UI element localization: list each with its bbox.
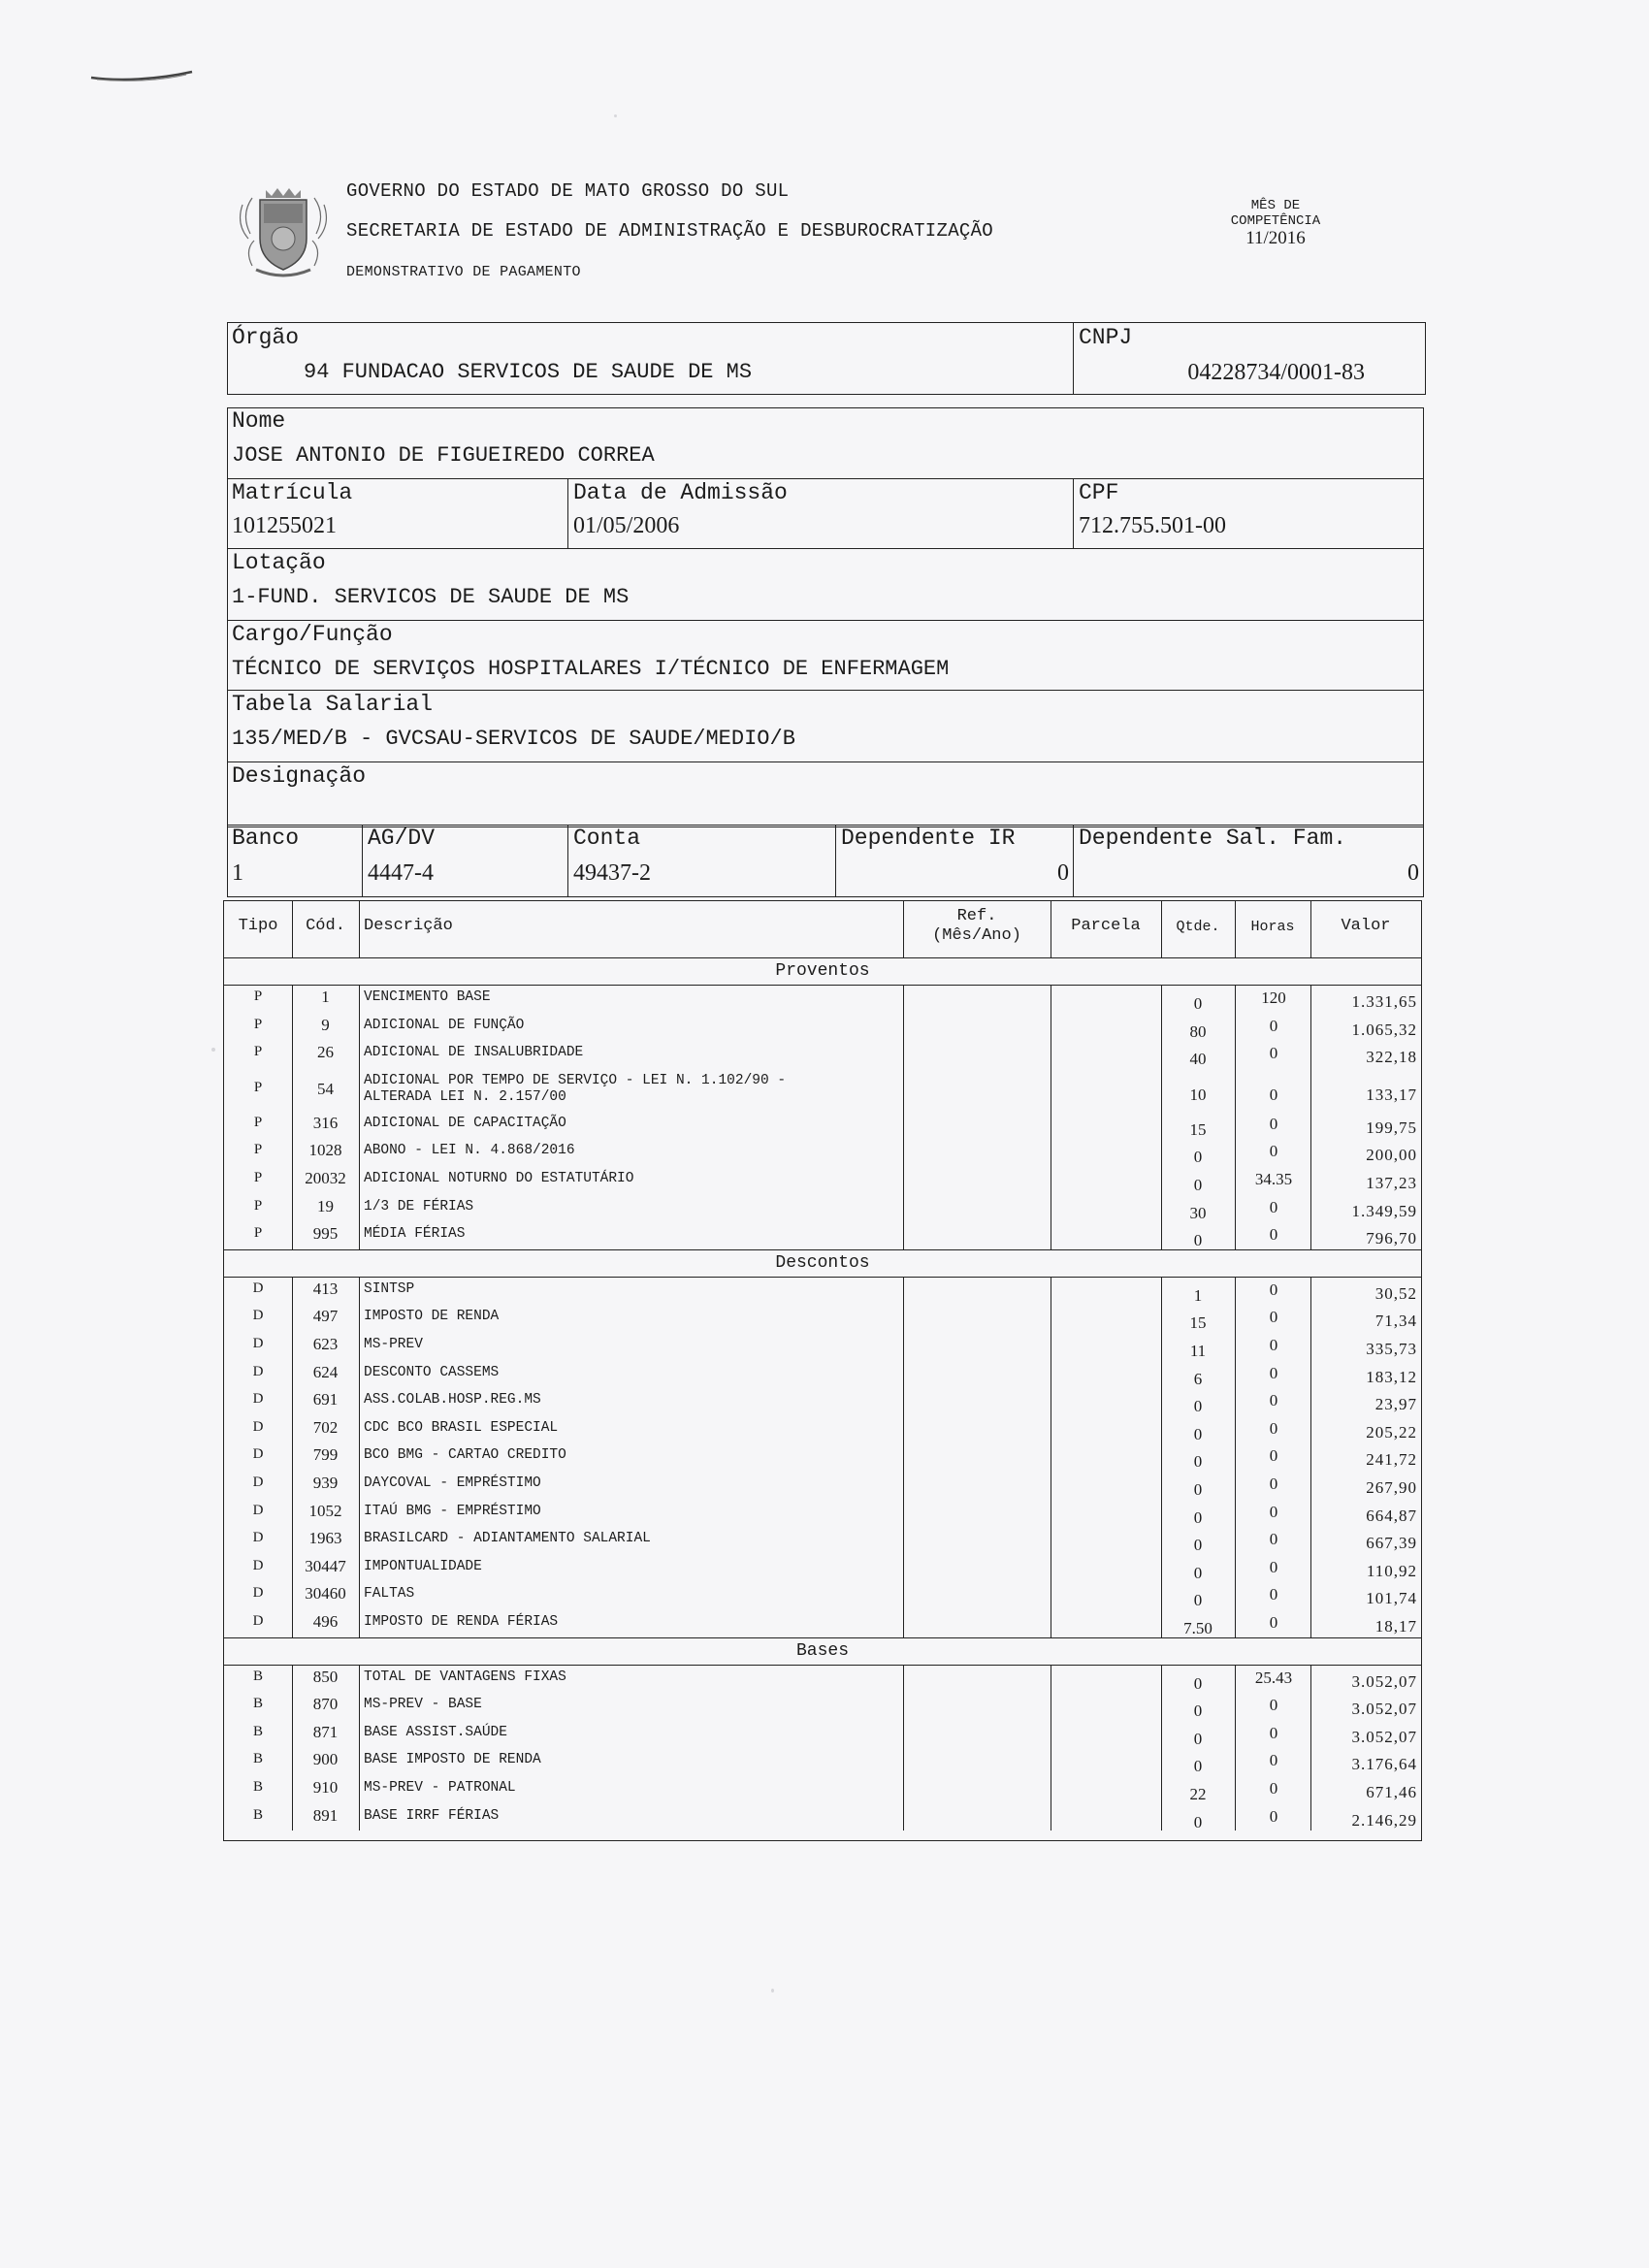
valor-cell: 23,97	[1374, 1395, 1417, 1414]
qtde-cell: 11	[1189, 1342, 1207, 1360]
tabela-label: Tabela Salarial	[232, 692, 434, 717]
agencia-label: AG/DV	[368, 826, 436, 851]
descricao-cell: SINTSP	[364, 1280, 415, 1297]
table-row	[224, 1775, 1421, 1803]
qtde-cell: 0	[1193, 1397, 1203, 1416]
tipo-cell: D	[252, 1557, 264, 1573]
cod-cell: 850	[312, 1667, 339, 1686]
cargo-value: TÉCNICO DE SERVIÇOS HOSPITALARES I/TÉCNICO DE ENFERMAGEM	[232, 657, 950, 681]
designacao-label: Designação	[232, 763, 367, 789]
qtde-cell: 0	[1193, 1507, 1203, 1527]
tipo-cell: D	[252, 1474, 264, 1490]
descricao-cell: ADICIONAL NOTURNO DO ESTATUTÁRIO	[364, 1171, 634, 1186]
valor-cell: 1.065,32	[1351, 1020, 1417, 1039]
descricao-cell: IMPOSTO DE RENDA	[364, 1309, 500, 1325]
valor-cell: 205,22	[1366, 1422, 1417, 1442]
valor-cell: 267,90	[1366, 1478, 1417, 1497]
orgao-label: Órgão	[232, 325, 300, 350]
cod-cell: 624	[312, 1362, 339, 1381]
valor-cell: 241,72	[1366, 1450, 1417, 1470]
col-tipo-header: Tipo	[238, 917, 278, 935]
descricao-cell: MS-PREV - PATRONAL	[364, 1780, 516, 1796]
valor-cell: 137,23	[1366, 1174, 1417, 1192]
table-row	[224, 1415, 1421, 1443]
horas-cell: 0	[1269, 1197, 1278, 1216]
horas-cell: 0	[1269, 1557, 1278, 1576]
scan-mark	[89, 70, 194, 83]
cod-cell: 1963	[308, 1529, 342, 1548]
cod-cell: 54	[317, 1079, 334, 1098]
descricao-cell-continued: ALTERADA LEI N. 2.157/00	[364, 1088, 566, 1105]
servidor-box	[227, 407, 1424, 827]
header-secretaria: SECRETARIA DE ESTADO DE ADMINISTRAÇÃO E DESBUROCRATIZAÇÃO	[346, 220, 994, 242]
descricao-cell: DAYCOVAL - EMPRÉSTIMO	[364, 1475, 541, 1491]
cod-cell: 19	[317, 1196, 334, 1215]
valor-cell: 3.176,64	[1351, 1755, 1417, 1774]
tipo-cell: B	[252, 1723, 263, 1739]
conta-label: Conta	[573, 826, 641, 851]
matricula-label: Matrícula	[232, 480, 353, 505]
descricao-cell: ADICIONAL DE INSALUBRIDADE	[364, 1045, 584, 1061]
cod-cell: 1052	[308, 1501, 342, 1520]
qtde-cell: 0	[1193, 994, 1203, 1013]
banco-box	[227, 825, 1424, 897]
horas-cell: 0	[1269, 1308, 1278, 1327]
descricao-cell: ADICIONAL DE CAPACITAÇÃO	[364, 1115, 566, 1131]
valor-cell: 322,18	[1366, 1048, 1417, 1067]
valor-cell: 183,12	[1366, 1367, 1417, 1386]
qtde-cell: 80	[1189, 1021, 1207, 1041]
horas-cell: 0	[1269, 1016, 1278, 1035]
competencia-block	[1203, 198, 1348, 246]
valor-cell: 1.331,65	[1351, 992, 1417, 1011]
descricao-cell: ADICIONAL DE FUNÇÃO	[364, 1017, 525, 1033]
valor-cell: 133,17	[1366, 1085, 1417, 1104]
tipo-cell: D	[252, 1391, 264, 1408]
section-title-proventos: Proventos	[775, 961, 870, 981]
descricao-cell: BASE IMPOSTO DE RENDA	[364, 1752, 541, 1768]
col-ref-header-2: (Mês/Ano)	[932, 926, 1021, 945]
valor-cell: 3.052,07	[1351, 1671, 1417, 1691]
horas-cell: 0	[1269, 1336, 1278, 1354]
table-row	[224, 1138, 1421, 1166]
tipo-cell: D	[252, 1585, 264, 1602]
descricao-cell: IMPONTUALIDADE	[364, 1558, 482, 1574]
valor-cell: 18,17	[1374, 1617, 1417, 1636]
tipo-cell: B	[252, 1668, 263, 1684]
descricao-cell: ITAÚ BMG - EMPRÉSTIMO	[364, 1503, 541, 1519]
cod-cell: 799	[312, 1445, 339, 1465]
table-row	[224, 1111, 1421, 1139]
horas-cell: 120	[1261, 988, 1286, 1007]
qtde-cell: 0	[1193, 1148, 1203, 1167]
qtde-cell: 15	[1189, 1119, 1207, 1139]
qtde-cell: 40	[1189, 1050, 1207, 1069]
table-row	[224, 1332, 1421, 1360]
table-row	[224, 1221, 1421, 1249]
table-row	[224, 1471, 1421, 1499]
cod-cell: 9	[321, 1015, 330, 1034]
qtde-cell: 30	[1189, 1203, 1207, 1222]
qtde-cell: 0	[1193, 1812, 1203, 1831]
matricula-value: 101255021	[232, 513, 337, 538]
horas-cell: 34.35	[1254, 1170, 1293, 1188]
tipo-cell: B	[252, 1696, 263, 1712]
tipo-cell: P	[253, 988, 263, 1004]
tipo-cell: P	[253, 1016, 263, 1032]
col-parcela-header: Parcela	[1071, 917, 1141, 935]
qtde-cell: 0	[1193, 1536, 1203, 1555]
col-qtde-header: Qtde.	[1176, 919, 1220, 935]
tipo-cell: P	[253, 1197, 263, 1214]
horas-cell: 0	[1269, 1280, 1278, 1299]
table-row	[224, 1747, 1421, 1775]
table-row	[224, 1277, 1421, 1305]
qtde-cell: 15	[1189, 1313, 1207, 1333]
lotacao-label: Lotação	[232, 550, 326, 575]
competencia-label-1: MÊS DE	[1250, 198, 1301, 213]
descricao-cell: MS-PREV - BASE	[364, 1697, 482, 1713]
cod-cell: 871	[312, 1722, 339, 1741]
cargo-label: Cargo/Função	[232, 622, 393, 647]
valor-cell: 1.349,59	[1351, 1201, 1417, 1220]
table-row	[224, 1665, 1421, 1693]
table-row	[224, 1803, 1421, 1831]
cpf-label: CPF	[1079, 480, 1119, 505]
tipo-cell: P	[253, 1170, 263, 1185]
horas-cell: 0	[1269, 1418, 1278, 1438]
col-descricao-header: Descrição	[364, 917, 453, 935]
qtde-cell: 0	[1193, 1176, 1203, 1194]
qtde-cell: 0	[1193, 1480, 1203, 1499]
horas-cell: 0	[1269, 1225, 1278, 1245]
valor-cell: 199,75	[1366, 1118, 1417, 1137]
tipo-cell: D	[252, 1613, 264, 1629]
horas-cell: 0	[1269, 1585, 1278, 1604]
table-row	[224, 1720, 1421, 1748]
table-row	[224, 1194, 1421, 1222]
dependente-ir-label: Dependente IR	[841, 826, 1016, 851]
tipo-cell: P	[253, 1114, 263, 1130]
descricao-cell: TOTAL DE VANTAGENS FIXAS	[364, 1669, 566, 1685]
qtde-cell: 0	[1193, 1231, 1203, 1250]
valor-cell: 796,70	[1366, 1229, 1417, 1248]
table-row	[224, 1526, 1421, 1554]
tipo-cell: D	[252, 1336, 264, 1351]
horas-cell: 0	[1269, 1044, 1278, 1063]
descricao-cell: CDC BCO BRASIL ESPECIAL	[364, 1419, 559, 1436]
table-row	[224, 1360, 1421, 1388]
descricao-cell: IMPOSTO DE RENDA FÉRIAS	[364, 1614, 559, 1630]
table-row	[224, 1554, 1421, 1582]
tipo-cell: D	[252, 1308, 264, 1324]
qtde-cell: 6	[1193, 1369, 1203, 1388]
horas-cell: 0	[1269, 1530, 1278, 1549]
valor-cell: 71,34	[1374, 1312, 1417, 1331]
horas-cell: 0	[1269, 1751, 1278, 1770]
table-row	[224, 1387, 1421, 1415]
orgao-box	[227, 322, 1426, 395]
cod-cell: 30447	[305, 1556, 346, 1575]
cod-cell: 939	[312, 1474, 339, 1492]
qtde-cell: 7.50	[1183, 1619, 1212, 1637]
table-row	[224, 985, 1421, 1013]
tipo-cell: P	[253, 1225, 263, 1242]
cnpj-label: CNPJ	[1079, 325, 1133, 350]
horas-cell: 0	[1269, 1085, 1278, 1104]
admissao-label: Data de Admissão	[573, 480, 788, 505]
horas-cell: 0	[1269, 1114, 1278, 1133]
dependente-ir-value: 0	[1057, 860, 1069, 886]
conta-value: 49437-2	[573, 860, 651, 886]
valor-cell: 30,52	[1374, 1283, 1417, 1303]
cod-cell: 1028	[308, 1141, 342, 1160]
tipo-cell: D	[252, 1530, 264, 1546]
cod-cell: 1	[321, 988, 330, 1006]
descricao-cell: BASE IRRF FÉRIAS	[364, 1807, 500, 1824]
descricao-cell: BASE ASSIST.SAÚDE	[364, 1724, 507, 1740]
tipo-cell: D	[252, 1363, 264, 1379]
cod-cell: 623	[312, 1335, 339, 1353]
valor-cell: 3.052,07	[1351, 1700, 1417, 1719]
horas-cell: 0	[1269, 1806, 1278, 1826]
cod-cell: 910	[312, 1778, 339, 1797]
descricao-cell: BCO BMG - CARTAO CREDITO	[364, 1447, 566, 1464]
qtde-cell: 0	[1193, 1757, 1203, 1776]
descricao-cell: DESCONTO CASSEMS	[364, 1364, 500, 1380]
payroll-table	[223, 900, 1422, 1841]
horas-cell: 0	[1269, 1779, 1278, 1798]
cod-cell: 20032	[305, 1169, 346, 1187]
table-row	[224, 1013, 1421, 1041]
descricao-cell: ABONO - LEI N. 4.868/2016	[364, 1143, 575, 1159]
cod-cell: 316	[312, 1113, 339, 1132]
horas-cell: 0	[1269, 1723, 1278, 1742]
competencia-label-2: COMPETÊNCIA	[1230, 213, 1321, 229]
descricao-cell: MS-PREV	[364, 1337, 423, 1352]
col-cod-header: Cód.	[306, 917, 345, 935]
header-government: GOVERNO DO ESTADO DE MATO GROSSO DO SUL	[346, 180, 790, 202]
cod-cell: 691	[312, 1390, 339, 1409]
qtde-cell: 0	[1193, 1563, 1203, 1582]
cod-cell: 900	[312, 1750, 339, 1769]
qtde-cell: 0	[1193, 1701, 1203, 1721]
tipo-cell: P	[253, 1044, 263, 1060]
cod-cell: 496	[312, 1612, 339, 1631]
cod-cell: 497	[312, 1307, 339, 1326]
dependente-sal-fam-value: 0	[1407, 860, 1419, 886]
table-row	[224, 1166, 1421, 1194]
horas-cell: 0	[1269, 1363, 1278, 1382]
cnpj-value: 04228734/0001-83	[1187, 360, 1365, 385]
table-row	[224, 1609, 1421, 1637]
table-row	[224, 1692, 1421, 1720]
descricao-cell: MÉDIA FÉRIAS	[364, 1226, 466, 1243]
nome-value: JOSE ANTONIO DE FIGUEIREDO CORREA	[232, 443, 655, 468]
col-valor-header: Valor	[1341, 917, 1391, 935]
qtde-cell: 10	[1189, 1085, 1207, 1104]
horas-cell: 0	[1269, 1446, 1278, 1466]
cod-cell: 702	[312, 1417, 339, 1437]
valor-cell: 110,92	[1366, 1561, 1417, 1580]
tipo-cell: P	[253, 1079, 263, 1095]
coat-of-arms-logo	[231, 180, 336, 285]
cod-cell: 30460	[305, 1584, 346, 1604]
tabela-value: 135/MED/B - GVCSAU-SERVICOS DE SAUDE/MEDIO/B	[232, 727, 795, 751]
descricao-cell: VENCIMENTO BASE	[364, 989, 491, 1005]
table-row	[224, 1581, 1421, 1609]
valor-cell: 2.146,29	[1351, 1810, 1417, 1830]
dependente-sal-fam-label: Dependente Sal. Fam.	[1079, 826, 1347, 851]
qtde-cell: 0	[1193, 1591, 1203, 1610]
qtde-cell: 0	[1193, 1424, 1203, 1443]
nome-label: Nome	[232, 408, 286, 434]
descricao-cell: ADICIONAL POR TEMPO DE SERVIÇO - LEI N. 1.102/90 -	[364, 1072, 787, 1088]
cod-cell: 413	[312, 1279, 339, 1298]
tipo-cell: D	[252, 1280, 264, 1296]
qtde-cell: 1	[1193, 1285, 1203, 1305]
valor-cell: 200,00	[1366, 1146, 1417, 1165]
descricao-cell: FALTAS	[364, 1586, 415, 1603]
admissao-value: 01/05/2006	[573, 513, 680, 538]
tipo-cell: D	[252, 1502, 264, 1518]
tipo-cell: D	[252, 1418, 264, 1435]
valor-cell: 101,74	[1366, 1589, 1417, 1608]
horas-cell: 0	[1269, 1613, 1278, 1632]
table-row	[224, 1068, 1421, 1111]
qtde-cell: 0	[1193, 1452, 1203, 1472]
cod-cell: 26	[317, 1043, 334, 1062]
header-document-type: DEMONSTRATIVO DE PAGAMENTO	[346, 264, 581, 280]
lotacao-value: 1-FUND. SERVICOS DE SAUDE DE MS	[232, 585, 630, 609]
horas-cell: 0	[1269, 1391, 1278, 1410]
tipo-cell: P	[253, 1142, 263, 1158]
banco-label: Banco	[232, 826, 300, 851]
horas-cell: 0	[1269, 1502, 1278, 1521]
orgao-value: 94 FUNDACAO SERVICOS DE SAUDE DE MS	[304, 360, 753, 384]
descricao-cell: BRASILCARD - ADIANTAMENTO SALARIAL	[364, 1531, 651, 1547]
tipo-cell: B	[252, 1806, 263, 1823]
table-row	[224, 1040, 1421, 1068]
valor-cell: 335,73	[1366, 1340, 1417, 1358]
valor-cell: 671,46	[1366, 1783, 1417, 1801]
horas-cell: 0	[1269, 1474, 1278, 1493]
agencia-value: 4447-4	[368, 860, 434, 886]
competencia-value: 11/2016	[1245, 228, 1306, 248]
tipo-cell: B	[252, 1751, 263, 1767]
cod-cell: 870	[312, 1695, 339, 1714]
col-ref-header-1: Ref.	[956, 907, 997, 925]
cod-cell: 891	[312, 1805, 339, 1825]
table-row	[224, 1442, 1421, 1471]
valor-cell: 664,87	[1366, 1506, 1417, 1525]
descricao-cell: ASS.COLAB.HOSP.REG.MS	[364, 1392, 541, 1409]
cpf-value: 712.755.501-00	[1079, 513, 1226, 538]
horas-cell: 25.43	[1254, 1668, 1293, 1687]
descricao-cell: 1/3 DE FÉRIAS	[364, 1198, 474, 1215]
valor-cell: 667,39	[1366, 1534, 1417, 1553]
horas-cell: 0	[1269, 1696, 1278, 1715]
qtde-cell: 0	[1193, 1729, 1203, 1748]
col-horas-header: Horas	[1250, 919, 1295, 935]
table-row	[224, 1304, 1421, 1332]
section-title-bases: Bases	[795, 1640, 849, 1661]
tipo-cell: D	[252, 1446, 264, 1463]
banco-value: 1	[232, 860, 243, 886]
qtde-cell: 22	[1189, 1785, 1207, 1803]
table-row	[224, 1499, 1421, 1527]
cod-cell: 995	[312, 1224, 339, 1244]
valor-cell: 3.052,07	[1351, 1727, 1417, 1746]
tipo-cell: B	[252, 1779, 263, 1795]
horas-cell: 0	[1269, 1142, 1278, 1161]
section-title-descontos: Descontos	[775, 1252, 870, 1273]
qtde-cell: 0	[1193, 1673, 1203, 1693]
